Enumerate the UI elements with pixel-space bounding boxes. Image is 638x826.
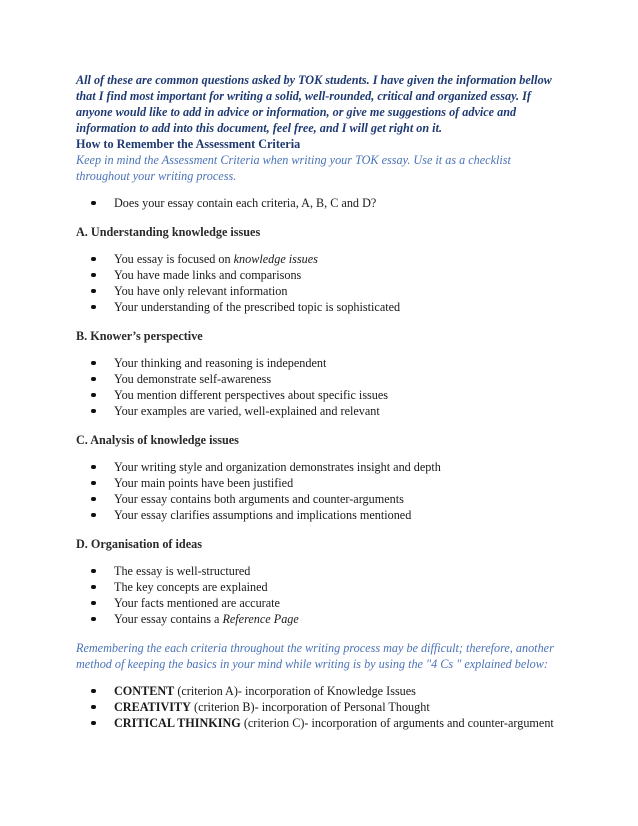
bullet-icon	[91, 201, 96, 206]
bullet-icon	[91, 497, 96, 502]
assessment-criteria-heading: How to Remember the Assessment Criteria	[76, 137, 301, 151]
section-heading: C. Analysis of knowledge issues	[76, 433, 239, 447]
list-item	[76, 491, 556, 507]
bullet-icon	[91, 585, 96, 590]
bullet-icon	[91, 465, 96, 470]
intro-paragraph: All of these are common questions asked by TOK students. I have given the information bellow that I find most important for writing a solid, well-rounded, critical and organized essay. If anyone would like to add in advice or information, or give me suggestions of advice and information to add into this document, feel free, and I will get right on it.	[76, 73, 552, 135]
list-item-text: Your writing style and organization demonstrates insight and depth	[114, 460, 441, 474]
criteria-list	[76, 459, 556, 523]
list-item	[76, 595, 556, 611]
bullet-icon	[91, 689, 96, 694]
list-item	[76, 683, 556, 699]
criteria-list	[76, 251, 556, 315]
list-item-text: Your examples are varied, well-explained and relevant	[114, 404, 380, 418]
list-item-text: You demonstrate self-awareness	[114, 372, 272, 386]
list-item	[76, 715, 556, 731]
bullet-icon	[91, 513, 96, 518]
bullet-icon	[91, 393, 96, 398]
four-cs-list	[76, 683, 556, 731]
list-item-text: You have only relevant information	[114, 284, 288, 298]
bullet-icon	[91, 601, 96, 606]
list-item	[76, 563, 556, 579]
four-cs-term: CREATIVITY	[114, 700, 191, 714]
bullet-icon	[91, 377, 96, 382]
list-item-emphasis: knowledge issues	[233, 252, 318, 266]
bullet-icon	[91, 289, 96, 294]
section-heading: D. Organisation of ideas	[76, 537, 202, 551]
criteria-sections	[76, 224, 556, 640]
list-item-text: Your essay clarifies assumptions and implications mentioned	[114, 508, 412, 522]
list-item-text: You essay is focused on	[114, 252, 234, 266]
list-item-text: Your facts mentioned are accurate	[114, 596, 280, 610]
four-cs-intro: Remembering the each criteria throughout the writing process may be difficult; therefore, another method of keeping the basics in your mind while writing is by using the "4 Cs " explained below:	[76, 641, 554, 671]
list-item-text: Your essay contains a	[114, 612, 223, 626]
bullet-icon	[91, 409, 96, 414]
bullet-icon	[91, 305, 96, 310]
checklist	[76, 195, 556, 211]
bullet-icon	[91, 705, 96, 710]
bullet-icon	[91, 617, 96, 622]
list-item-text: Your understanding of the prescribed topic is sophisticated	[114, 300, 401, 314]
assessment-criteria-note: Keep in mind the Assessment Criteria when writing your TOK essay. Use it as a checklist throughout your writing process.	[76, 153, 511, 183]
list-item	[76, 355, 556, 371]
list-item	[76, 403, 556, 419]
list-item-emphasis: Reference Page	[222, 612, 299, 626]
list-item-text: You have made links and comparisons	[114, 268, 302, 282]
list-item-text: The essay is well-structured	[114, 564, 251, 578]
list-item-text: Your main points have been justified	[114, 476, 294, 490]
list-item	[76, 507, 556, 523]
checklist-item-text: Does your essay contain each criteria, A, B, C and D?	[114, 196, 377, 210]
list-item	[76, 299, 556, 315]
bullet-icon	[91, 721, 96, 726]
section-heading: B. Knower’s perspective	[76, 329, 203, 343]
four-cs-description: (criterion C)- incorporation of arguments and counter-argument	[240, 716, 554, 730]
list-item	[76, 267, 556, 283]
list-item	[76, 283, 556, 299]
section-heading: A. Understanding knowledge issues	[76, 225, 261, 239]
list-item-text: Your essay contains both arguments and counter-arguments	[114, 492, 404, 506]
list-item-text: The key concepts are explained	[114, 580, 268, 594]
bullet-icon	[91, 257, 96, 262]
list-item	[76, 371, 556, 387]
list-item	[76, 195, 556, 211]
list-item	[76, 579, 556, 595]
list-item	[76, 611, 556, 627]
list-item-text: You mention different perspectives about specific issues	[114, 388, 389, 402]
bullet-icon	[91, 361, 96, 366]
list-item	[76, 459, 556, 475]
document-page	[76, 72, 556, 731]
list-item	[76, 387, 556, 403]
list-item	[76, 251, 556, 267]
bullet-icon	[91, 273, 96, 278]
criteria-list	[76, 355, 556, 419]
bullet-icon	[91, 481, 96, 486]
list-item-text: Your thinking and reasoning is independent	[114, 356, 327, 370]
four-cs-term: CRITICAL THINKING	[114, 716, 241, 730]
four-cs-description: (criterion B)- incorporation of Personal Thought	[190, 700, 430, 714]
list-item	[76, 475, 556, 491]
four-cs-description: (criterion A)- incorporation of Knowledge Issues	[174, 684, 416, 698]
list-item	[76, 699, 556, 715]
criteria-list	[76, 563, 556, 627]
four-cs-term: CONTENT	[114, 684, 175, 698]
bullet-icon	[91, 569, 96, 574]
